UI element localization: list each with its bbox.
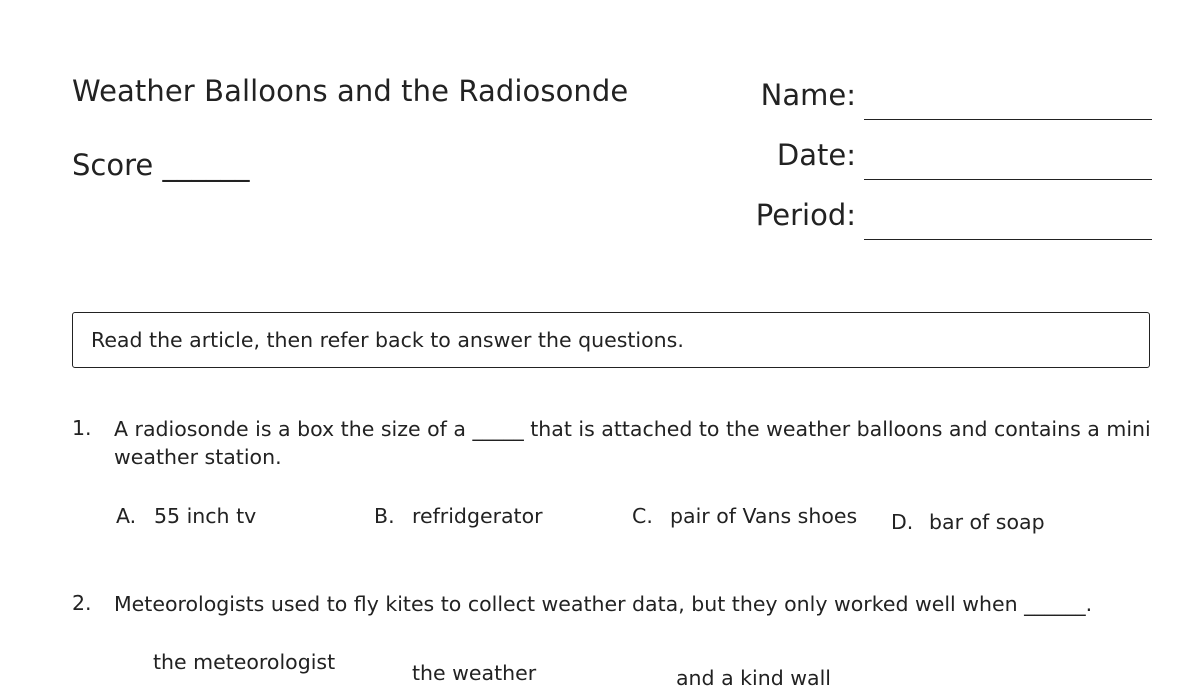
- name-label: Name:: [760, 78, 856, 112]
- worksheet-title: Weather Balloons and the Radiosonde: [72, 74, 629, 108]
- name-line[interactable]: [864, 119, 1152, 120]
- date-label: Date:: [776, 138, 856, 172]
- option-text: and a kind wall: [676, 666, 831, 690]
- option-letter: A.: [116, 504, 137, 528]
- question-1-number: 1.: [72, 416, 92, 440]
- question-1-option-b[interactable]: [374, 504, 543, 528]
- question-2-number: 2.: [72, 591, 92, 615]
- question-1-text: A radiosonde is a box the size of a _____ that is attached to the weather balloons and contains a mini weather station.: [114, 417, 1151, 469]
- option-letter: B.: [374, 504, 395, 528]
- instructions-box: [72, 312, 1150, 368]
- question-2-option-b[interactable]: [412, 661, 536, 685]
- option-text: 55 inch tv: [154, 504, 257, 528]
- question-1-option-c[interactable]: [632, 504, 857, 528]
- option-text: the meteorologist: [153, 650, 336, 674]
- question-2-option-a[interactable]: [153, 650, 335, 674]
- question-2-option-c[interactable]: [676, 666, 831, 690]
- date-line[interactable]: [864, 179, 1152, 180]
- option-text: pair of Vans shoes: [670, 504, 858, 528]
- option-text: refridgerator: [412, 504, 543, 528]
- question-2-text: Meteorologists used to fly kites to collect weather data, but they only worked well when ______.: [114, 592, 1093, 616]
- score-label: Score ______: [72, 148, 250, 182]
- period-line[interactable]: [864, 239, 1152, 240]
- question-1-option-d[interactable]: [891, 510, 1045, 534]
- option-text: bar of soap: [929, 510, 1045, 534]
- question-1-option-a[interactable]: [116, 504, 256, 528]
- option-letter: D.: [891, 510, 914, 534]
- period-label: Period:: [755, 198, 856, 232]
- instructions-text: Read the article, then refer back to answer the questions.: [91, 328, 684, 352]
- option-text: the weather: [412, 661, 537, 685]
- option-letter: C.: [632, 504, 653, 528]
